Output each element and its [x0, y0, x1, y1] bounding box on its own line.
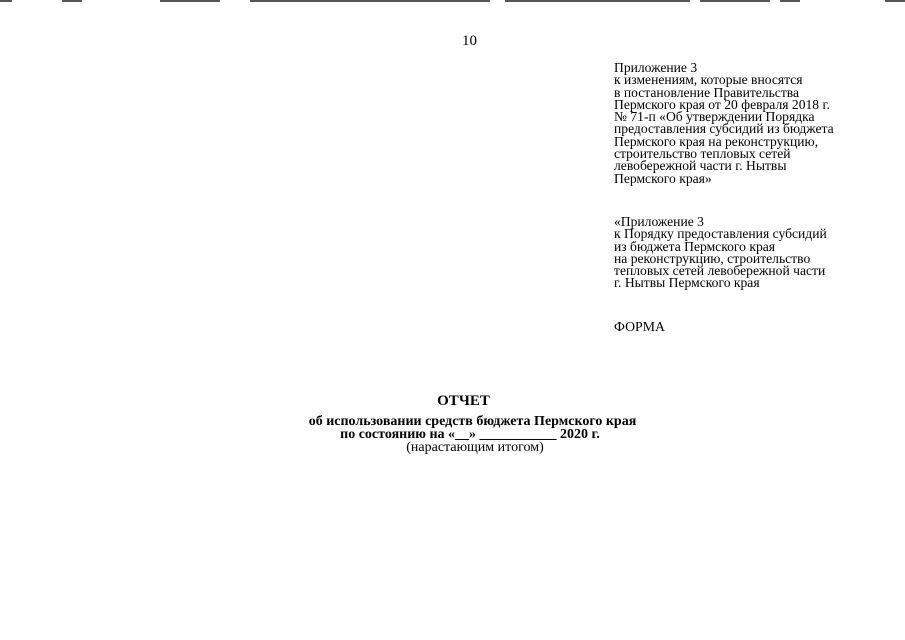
report-date-line: по состоянию на «__» ___________ 2020 г. — [340, 427, 600, 442]
annex-line: строительство тепловых сетей — [614, 146, 791, 162]
annex-line: Пермского края на реконструкцию, — [614, 133, 819, 149]
report-subtitle: об использовании средств бюджета Пермского края — [308, 414, 637, 429]
annex-line: левобережной части г. Нытвы — [614, 158, 787, 174]
annex-line: Пермского края» — [614, 170, 712, 186]
annex-line: «Приложение 3 — [614, 214, 704, 229]
form-label: ФОРМА — [614, 319, 665, 334]
annex-line: Пермского края от 20 февраля 2018 г. — [614, 96, 830, 112]
top-scan-border — [0, 0, 905, 3]
annex-procedure-header — [614, 216, 827, 290]
annex-line: к изменениям, которые вносятся — [614, 72, 803, 88]
annex-line: к Порядку предоставления субсидий — [614, 226, 827, 242]
annex-line: предоставления субсидий из бюджета — [614, 121, 834, 137]
page-number: 10 — [462, 33, 477, 49]
annex-line: г. Нытвы Пермского края — [614, 275, 760, 291]
annex-line: из бюджета Пермского края — [614, 238, 776, 254]
annex-line: в постановление Правительства — [614, 84, 800, 100]
annex-line: Приложение 3 — [614, 60, 698, 75]
annex-line: № 71-п «Об утверждении Порядка — [614, 109, 815, 125]
report-title: ОТЧЕТ — [437, 393, 490, 409]
annex-line: на реконструкцию, строительство — [614, 250, 811, 266]
annex-line: тепловых сетей левобережной части — [614, 263, 826, 279]
annex-amendment-header — [614, 62, 834, 185]
report-cumulative-note: (нарастающим итогом) — [406, 440, 544, 455]
